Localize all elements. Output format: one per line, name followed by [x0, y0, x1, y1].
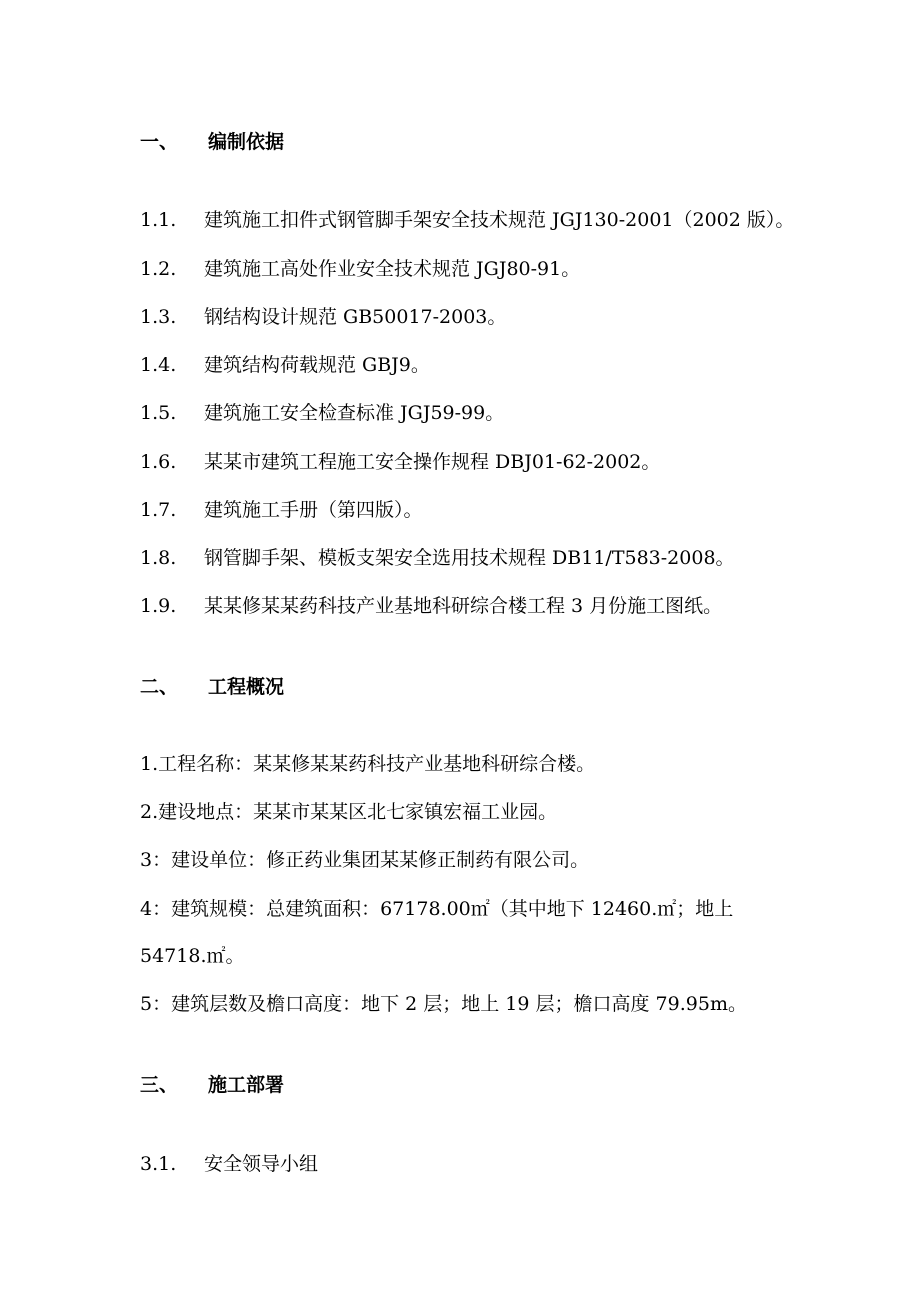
- list-item: [140, 498, 423, 522]
- paragraph-line: 5：建筑层数及檐口高度：地下 2 层；地上 19 层；檐口高度 79.95m。: [140, 993, 747, 1015]
- item-text: 某某市建筑工程施工安全操作规程 DBJ01-62-2002。: [204, 451, 661, 473]
- item-number: 1.5.: [140, 402, 177, 424]
- item-text: 建筑施工安全检查标准 JGJ59-99。: [204, 402, 505, 424]
- list-item: [140, 208, 794, 232]
- section-heading-1: [140, 130, 284, 154]
- item-number: 1.7.: [140, 499, 177, 521]
- paragraph-line: 2.建设地点：某某市某某区北七家镇宏福工业园。: [140, 801, 558, 823]
- item-number: 1.4.: [140, 354, 177, 376]
- list-item: [140, 257, 580, 281]
- item-number: 1.1.: [140, 209, 177, 231]
- section-number: 一、: [140, 131, 179, 153]
- item-text: 建筑施工高处作业安全技术规范 JGJ80-91。: [204, 258, 581, 280]
- item-text: 建筑施工扣件式钢管脚手架安全技术规范 JGJ130-2001（2002 版）。: [204, 209, 795, 231]
- section-heading-2: [140, 675, 284, 699]
- list-item: [140, 305, 506, 329]
- section-title: 编制依据: [208, 131, 285, 153]
- item-number: 1.3.: [140, 306, 177, 328]
- item-number: 1.9.: [140, 595, 177, 617]
- item-number: 3.1.: [140, 1153, 177, 1175]
- section-number: 三、: [140, 1074, 179, 1096]
- paragraph-line: 4：建筑规模：总建筑面积：67178.00㎡（其中地下 12460.㎡；地上: [140, 898, 734, 920]
- item-number: 1.6.: [140, 451, 177, 473]
- item-text: 某某修某某药科技产业基地科研综合楼工程 3 月份施工图纸。: [204, 595, 723, 617]
- item-number: 1.8.: [140, 547, 177, 569]
- paragraph-line: 54718.㎡。: [140, 945, 245, 967]
- list-item: [140, 1152, 318, 1176]
- list-item: [140, 546, 735, 570]
- paragraph-line: 3：建设单位：修正药业集团某某修正制药有限公司。: [140, 849, 590, 871]
- section-title: 工程概况: [208, 676, 285, 698]
- item-text: 建筑施工手册（第四版）。: [204, 499, 423, 521]
- list-item: [140, 401, 504, 425]
- item-text: 建筑结构荷载规范 GBJ9。: [204, 354, 430, 376]
- section-title: 施工部署: [208, 1074, 285, 1096]
- list-item: [140, 353, 430, 377]
- item-number: 1.2.: [140, 258, 177, 280]
- list-item: [140, 450, 660, 474]
- section-number: 二、: [140, 676, 179, 698]
- list-item: [140, 594, 722, 618]
- paragraph-line: 1.工程名称：某某修某某药科技产业基地科研综合楼。: [140, 753, 596, 775]
- item-text: 钢结构设计规范 GB50017-2003。: [204, 306, 507, 328]
- item-text: 钢管脚手架、模板支架安全选用技术规程 DB11/T583-2008。: [204, 547, 735, 569]
- item-text: 安全领导小组: [204, 1153, 319, 1175]
- section-heading-3: [140, 1073, 284, 1097]
